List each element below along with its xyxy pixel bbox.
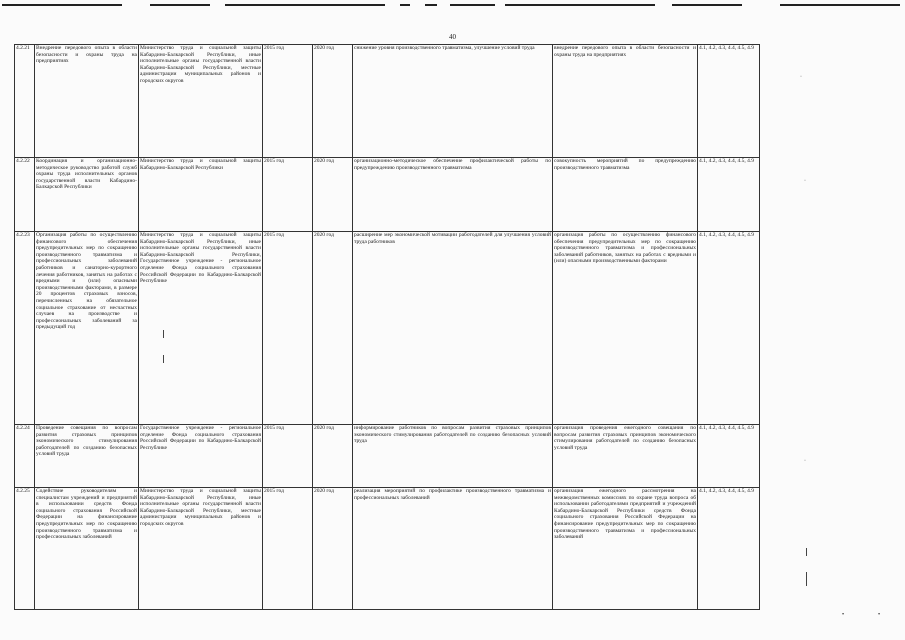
executor: Министерство труда и социальной защиты Кабардино-Балкарской Республики [139,158,263,232]
end-year: 2020 год [313,488,353,610]
start-year: 2015 год [263,488,313,610]
indicators: 4.1, 4.2, 4.3, 4.4, 4.5, 4.9 [698,425,760,488]
executor: Министерство труда и социальной защиты Кабардино-Балкарской Республики, иные исполнительные органы государственной власти Кабардино-Балкарской Республики, Государственное учреждение - региональное отделение Фонда социального страхования Российской Федерации по Кабардино-Балкарской Республике [139,232,263,425]
table-row [15,45,760,158]
scan-top-edge-lines [0,4,905,7]
scan-artifact-line [806,572,807,586]
executor: Министерство труда и социальной защиты Кабардино-Балкарской Республики, иные исполнительные органы государственной власти Кабардино-Балкарской Республики, местные администрации муниципальных районов и городских округов [139,488,263,610]
indicators: 4.1, 4.2, 4.3, 4.4, 4.5, 4.9 [698,488,760,610]
table-row [15,232,760,425]
scan-artifact-dot: · [804,178,806,184]
measures-table [14,44,760,610]
end-year: 2020 год [313,158,353,232]
measure-title: Проведение совещания по вопросам развития страховых принципов экономического стимулирования работодателей по созданию безопасных условий труда [35,425,139,488]
row-number: 4.2.24 [15,425,35,488]
executor: Министерство труда и социальной защиты Кабардино-Балкарской Республики, иные исполнительные органы государственной власти Кабардино-Балкарской Республики, местные администрации муниципальных районов и городских округов [139,45,263,158]
scan-artifact-dot: · [800,74,802,80]
row-number: 4.2.23 [15,232,35,425]
linkage: совокупность мероприятий по предупреждению производственного травматизма [553,158,698,232]
expected-result: снижение уровня производственного травматизма, улучшение условий труда [353,45,553,158]
expected-result: информирование работников по вопросам развития страховых принципов экономического стимулирования работодателей по созданию безопасных условий труда [353,425,553,488]
start-year: 2015 год [263,232,313,425]
row-number: 4.2.25 [15,488,35,610]
scan-artifact-line [806,548,807,556]
end-year: 2020 год [313,45,353,158]
expected-result: организационно-методическое обеспечение профилактической работы по предупреждению производственного травматизма [353,158,553,232]
end-year: 2020 год [313,425,353,488]
measure-title: Содействие руководителям и специалистам учреждений и предприятий в использовании средств Фонда социального страхования Российской Федерации на финансирование предупредительных мер по сокращению производственного травматизма и профессиональных заболеваний [35,488,139,610]
scan-artifact-line [163,330,164,338]
row-number: 4.2.22 [15,158,35,232]
linkage: организация проведения ежегодного совещания по вопросам развития страховых принципов экономического стимулирования работодателей по созданию безопасных условий труда [553,425,698,488]
measure-title: Организация работы по осуществлению финансового обеспечения предупредительных мер по сокращению производственного травматизма и профессиональных заболеваний работников и санаторно-курортного лечения работников, занятых на работах с вредными и (или) опасными производственными факторами, в размере 20 процентов страховых взносов, перечисленных на обязательное социальное страхование от несчастных случаев на производстве и профессиональных заболеваний за предыдущий год [35,232,139,425]
table-row [15,425,760,488]
expected-result: расширение мер экономической мотивации работодателей для улучшения условий труда работников [353,232,553,425]
measure-title: Внедрение передового опыта в области безопасности и охраны труда на предприятиях [35,45,139,158]
scan-artifact-dot: • [878,612,881,618]
start-year: 2015 год [263,425,313,488]
scan-artifact-line [163,355,164,363]
end-year: 2020 год [313,232,353,425]
linkage: организация ежегодного рассмотрения на межведомственных комиссиях по охране труда вопроса об использовании работодателями предприятий и учреждений Кабардино-Балкарской Республики средств Фонда социального страхования Российской Федерации на финансирование предупредительных мер по сокращению производственного травматизма и профессиональных заболеваний [553,488,698,610]
scan-artifact-dot: · [804,458,806,464]
table-row [15,158,760,232]
start-year: 2015 год [263,158,313,232]
linkage: внедрение передового опыта в области безопасности и охраны труда на предприятиях [553,45,698,158]
indicators: 4.1, 4.2, 4.3, 4.4, 4.5, 4.9 [698,45,760,158]
indicators: 4.1, 4.2, 4.3, 4.4, 4.5, 4.9 [698,158,760,232]
linkage: организация работы по осуществлению финансового обеспечения предупредительных мер по сокращению производственного травматизма и профессиональных заболеваний работников, занятых на работах с вредными и (или) опасными производственными факторами [553,232,698,425]
indicators: 4.1, 4.2, 4.3, 4.4, 4.5, 4.9 [698,232,760,425]
expected-result: реализация мероприятий по профилактике производственного травматизма и профессиональных заболеваний [353,488,553,610]
table-row [15,488,760,610]
row-number: 4.2.21 [15,45,35,158]
scan-artifact-dot: • [842,612,845,618]
measure-title: Координация и организационно-методическое руководство работой служб охраны труда исполнительных органов государственной власти Кабардино-Балкарской Республики [35,158,139,232]
executor: Государственное учреждение - региональное отделение Фонда социального страхования Российской Федерации по Кабардино-Балкарской Республике [139,425,263,488]
page-number: 40 [449,33,456,41]
start-year: 2015 год [263,45,313,158]
